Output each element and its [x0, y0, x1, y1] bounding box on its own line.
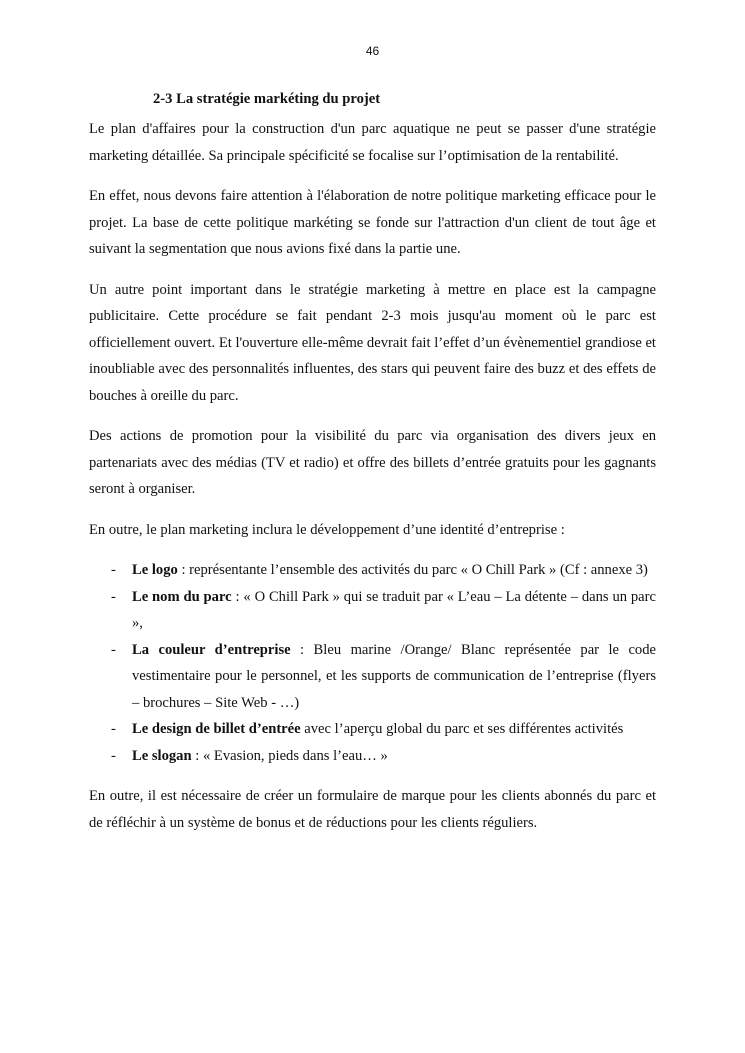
section-heading: 2-3 La stratégie markéting du projet	[153, 91, 381, 107]
paragraph-policy: En effet, nous devons faire attention à l'élaboration de notre politique marketing efficace pour le projet. La base de cette politique markéting se fonde sur l'attraction d'un client de tout âge et suivant la segmentation que nous avions fixé dans la partie une.	[89, 188, 656, 257]
list-item	[89, 584, 656, 637]
list-item-text: : « Evasion, pieds dans l’eau… »	[191, 747, 388, 764]
identity-list	[89, 557, 656, 769]
paragraph-identity-intro: En outre, le plan marketing inclura le développement d’une identité d’entreprise :	[89, 521, 565, 538]
list-item-label: La couleur d’entreprise	[132, 641, 291, 658]
list-item	[89, 716, 656, 743]
list-item-text: : Bleu marine /Orange/ Blanc représentée par le code vestimentaire pour le personnel, et les supports de communication de l’entreprise (flyers – brochures – Site Web - …)	[132, 641, 656, 711]
bullet-dash: -	[111, 588, 116, 605]
page-number: 46	[365, 44, 380, 58]
list-item-text: avec l’aperçu global du parc et ses différentes activités	[300, 721, 624, 737]
paragraph-intro: Le plan d'affaires pour la construction d'un parc aquatique ne peut se passer d'une stratégie marketing détaillée. Sa principale spécificité se focalise sur l’optimisation de la rentabilité.	[89, 121, 656, 164]
paragraph-campaign: Un autre point important dans le stratégie marketing à mettre en place est la campagne publicitaire. Cette procédure se fait pendant 2-3 mois jusqu'au moment où le parc est officiellement ouvert. Et l'ouverture elle-même devrait fait l’effet d’un évènementiel grandiose et inoubliable avec des personnalités influentes, des stars qui peuvent faire des buzz et des effets de bouches à oreille du parc.	[89, 281, 656, 404]
list-item-text: : « O Chill Park » qui se traduit par « L’eau – La détente – dans un parc »,	[132, 588, 656, 631]
list-item	[89, 743, 656, 770]
list-item-label: Le design de billet d’entrée	[132, 721, 301, 737]
list-item-label: Le slogan	[132, 747, 192, 764]
list-item-label: Le nom du parc	[132, 588, 232, 605]
paragraph-closing: En outre, il est nécessaire de créer un formulaire de marque pour les clients abonnés du parc et de réfléchir à un système de bonus et de réductions pour les clients réguliers.	[89, 788, 656, 831]
list-item	[89, 557, 656, 584]
list-item-label: Le logo	[132, 562, 178, 578]
bullet-dash: -	[111, 721, 116, 737]
list-item	[89, 637, 656, 717]
bullet-dash: -	[111, 641, 116, 658]
bullet-dash: -	[111, 562, 116, 578]
bullet-dash: -	[111, 747, 116, 764]
document-body	[89, 88, 656, 850]
list-item-text: : représentante l’ensemble des activités du parc « O Chill Park » (Cf : annexe 3)	[177, 562, 648, 578]
paragraph-promotion: Des actions de promotion pour la visibilité du parc via organisation des divers jeux en partenariats avec des médias (TV et radio) et offre des billets d’entrée gratuits pour les gagnants seront à organiser.	[89, 428, 656, 497]
